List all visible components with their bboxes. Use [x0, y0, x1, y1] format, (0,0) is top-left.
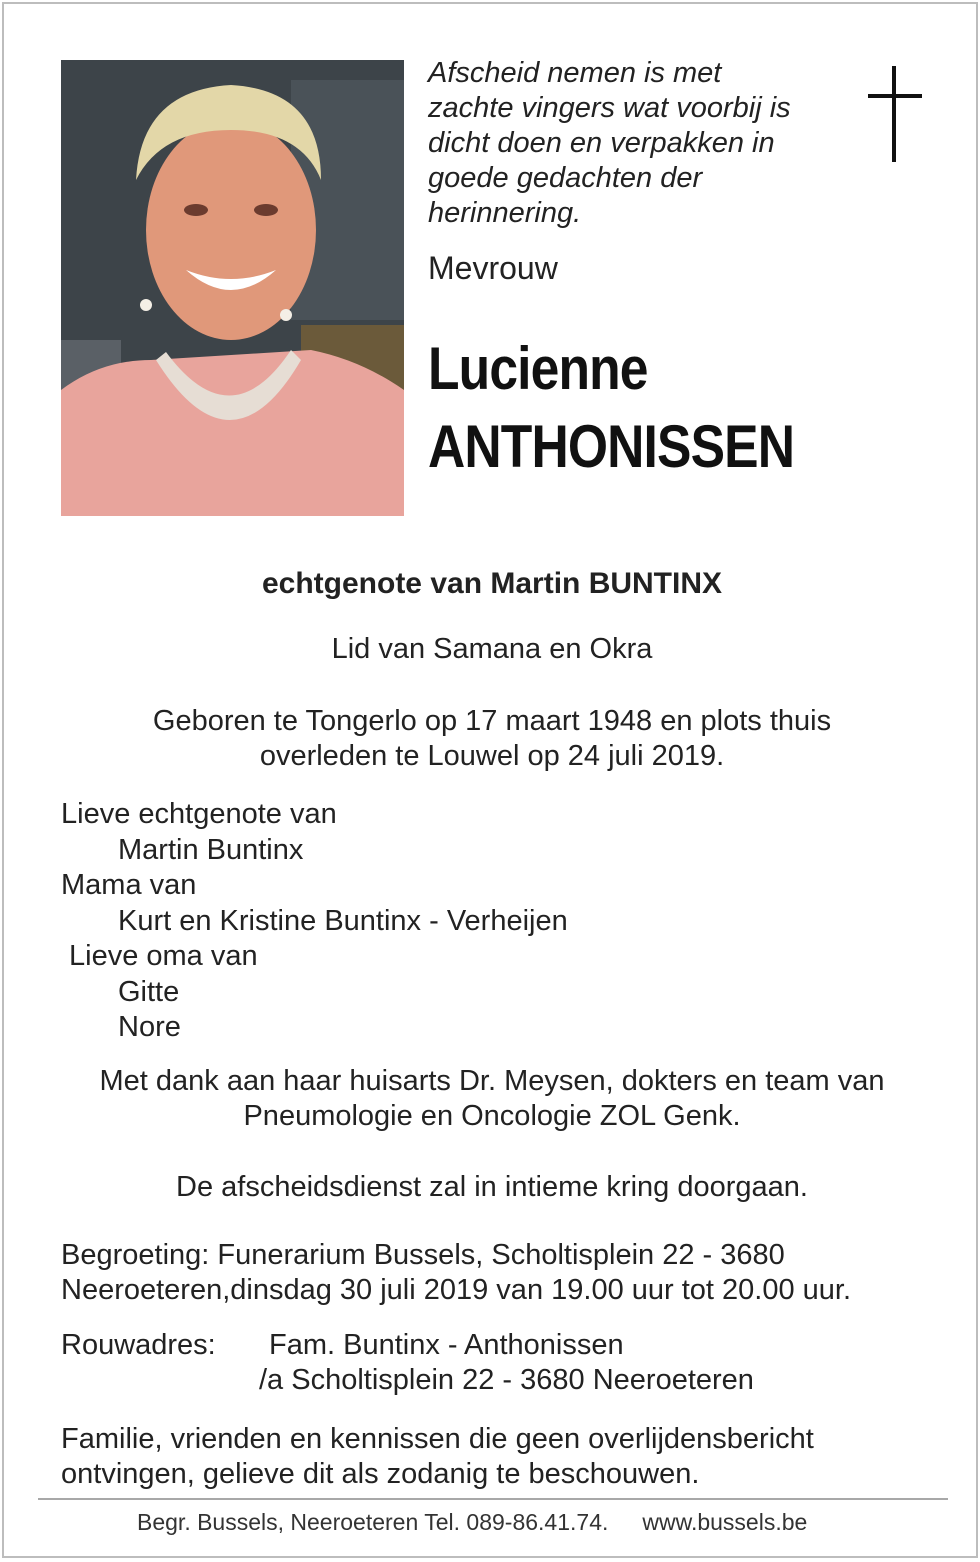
poem-line: dicht doen en verpakken in — [428, 127, 775, 159]
notice-line: Familie, vrienden en kennissen die geen overlijdensbericht — [61, 1423, 814, 1455]
greeting-line: Neeroeteren,dinsdag 30 juli 2019 van 19.00 uur tot 20.00 uur. — [61, 1274, 852, 1306]
mother-label: Mama van — [61, 869, 197, 901]
greeting-info — [61, 1238, 851, 1308]
notice-text — [61, 1422, 814, 1492]
obituary-card — [2, 2, 978, 1558]
deceased-last-name: ANTHONISSEN — [428, 413, 795, 480]
greeting-line: Begroeting: Funerarium Bussels, Scholtisplein 22 - 3680 — [61, 1239, 785, 1271]
children-names: Kurt en Kristine Buntinx - Verheijen — [118, 904, 568, 937]
poem-line: zachte vingers wat voorbij is — [428, 92, 791, 124]
thanks-line: Pneumologie en Oncologie ZOL Genk. — [243, 1100, 741, 1132]
portrait-photo — [61, 60, 404, 516]
thanks-text — [4, 1064, 980, 1134]
undertaker-contact: Begr. Bussels, Neeroeteren Tel. 089-86.41.74. — [137, 1509, 609, 1535]
birth-line: Geboren te Tongerlo op 17 maart 1948 en plots thuis — [152, 705, 832, 737]
cross-icon — [866, 66, 924, 164]
birth-death-text — [4, 704, 980, 774]
spouse-line: echtgenote van Martin BUNTINX — [261, 567, 723, 600]
family-list — [61, 797, 568, 1046]
poem-line: Afscheid nemen is met — [428, 57, 722, 89]
mourning-address — [61, 1328, 754, 1398]
membership-line: Lid van Samana en Okra — [331, 633, 653, 665]
spouse-name: Martin Buntinx — [118, 833, 304, 866]
mourning-address-line: Fam. Buntinx - Anthonissen — [269, 1329, 624, 1361]
footer — [137, 1509, 807, 1536]
poem-line: goede gedachten der — [428, 162, 703, 194]
deceased-first-name: Lucienne — [428, 335, 648, 402]
thanks-line: Met dank aan haar huisarts Dr. Meysen, dokters en team van — [99, 1065, 885, 1097]
death-line: overleden te Louwel op 24 juli 2019. — [259, 740, 725, 772]
grandchild-name: Nore — [118, 1011, 181, 1043]
website-link[interactable]: www.bussels.be — [642, 1509, 808, 1535]
grandchild-name: Gitte — [118, 975, 180, 1008]
salutation: Mevrouw — [428, 250, 558, 286]
poem-line: herinnering. — [428, 197, 582, 229]
grandmother-label: Lieve oma van — [69, 940, 258, 972]
notice-line: ontvingen, gelieve dit als zodanig te beschouwen. — [61, 1458, 700, 1490]
service-text: De afscheidsdienst zal in intieme kring doorgaan. — [176, 1171, 808, 1203]
mourning-address-line: /a Scholtisplein 22 - 3680 Neeroeteren — [259, 1364, 754, 1396]
footer-divider — [38, 1498, 948, 1500]
spouse-label: Lieve echtgenote van — [61, 798, 337, 830]
mourning-address-label: Rouwadres: — [61, 1329, 216, 1361]
poem — [428, 56, 848, 231]
